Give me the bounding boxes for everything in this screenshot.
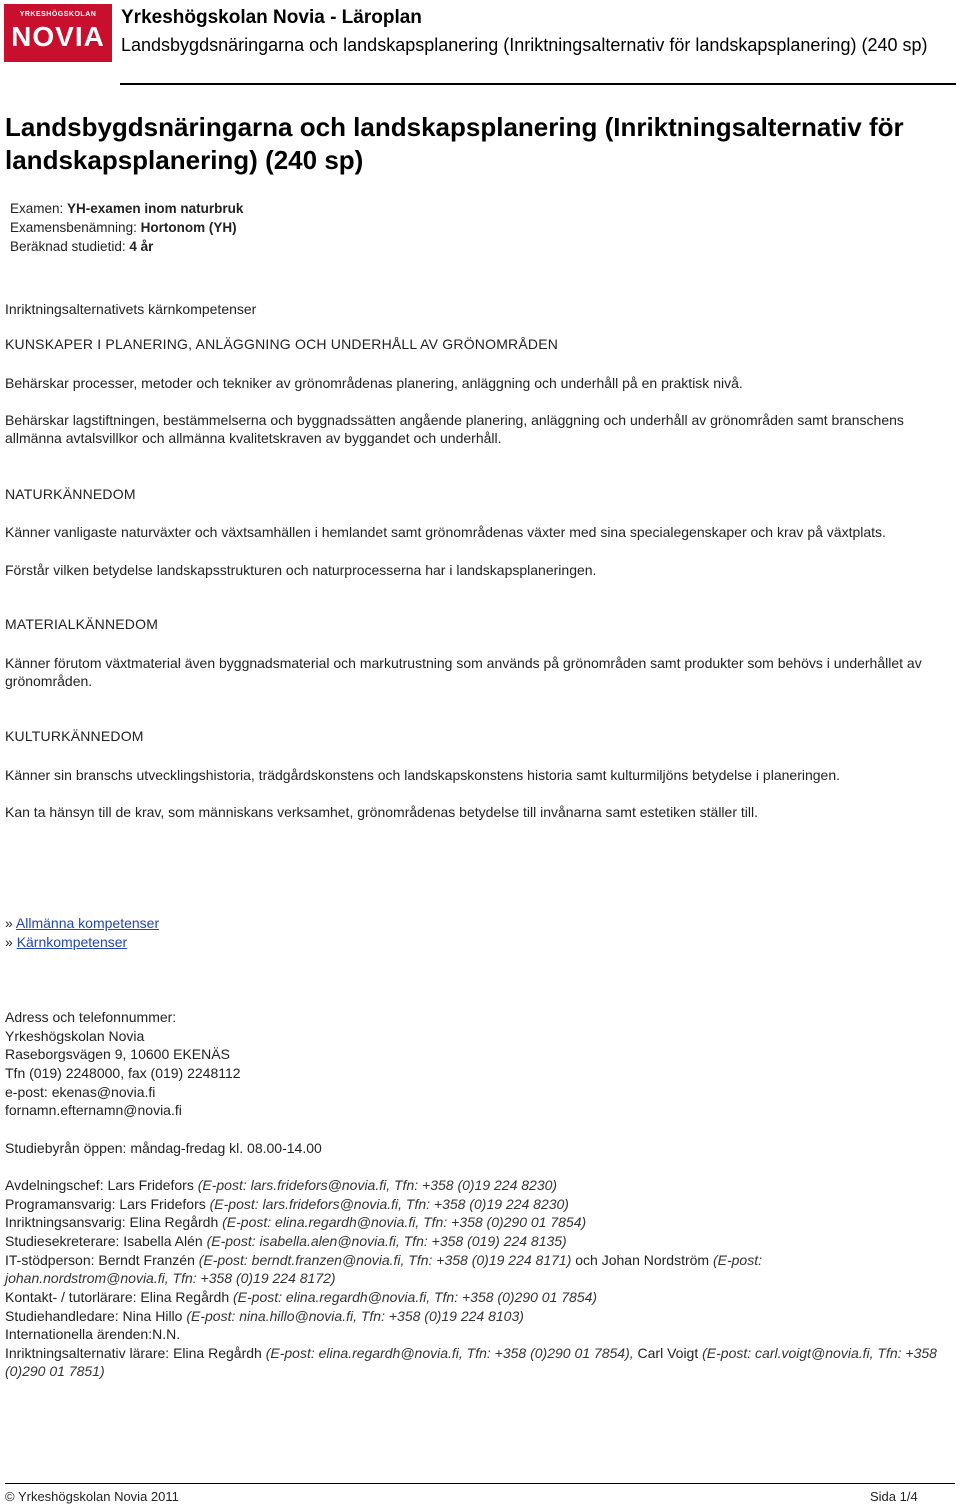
staff-role: Kontakt- / tutorlärare: Elina Regårdh (5, 1289, 230, 1305)
staff-line (5, 1325, 945, 1343)
link-core-competences-row (5, 934, 127, 950)
page-header (0, 0, 960, 86)
study-time-line (10, 239, 153, 254)
contact-phone: Tfn (019) 2248000, fax (019) 2248112 (5, 1065, 241, 1081)
contact-school: Yrkeshögskolan Novia (5, 1028, 145, 1044)
staff-line (5, 1213, 945, 1231)
staff-line (5, 1344, 945, 1380)
header-divider (120, 83, 956, 85)
staff-contact: (E-post: lars.fridefors@novia.fi, Tfn: +358 (0)19 224 8230) (197, 1177, 558, 1193)
staff-contact: (E-post: elina.regardh@novia.fi, Tfn: +358 (0)290 01 7854) (222, 1214, 587, 1230)
novia-logo[interactable] (4, 4, 112, 62)
header-subtitle: Landsbygdsnäringarna och landskapsplanering (Inriktningsalternativ för landskapsplanering) (240 sp) (121, 35, 928, 55)
core-competences-link[interactable]: Kärnkompetenser (16, 934, 128, 950)
staff-line (5, 1195, 945, 1213)
staff-role-second: Carl Voigt (637, 1345, 699, 1361)
section-paragraph: Behärskar processer, metoder och tekniker av grönområdenas planering, anläggning och underhåll på en praktisk nivå. (5, 375, 743, 391)
general-competences-link[interactable]: Allmänna kompetenser (15, 915, 160, 931)
header-title: Yrkeshögskolan Novia - Läroplan (121, 7, 422, 28)
footer-page-number: Sida 1/4 (870, 1489, 918, 1504)
staff-contact: (E-post: lars.fridefors@novia.fi, Tfn: +358 (0)19 224 8230) (209, 1196, 569, 1212)
staff-contact: (E-post: elina.regardh@novia.fi, Tfn: +358 (0)290 01 7854), (265, 1345, 634, 1361)
staff-role: Internationella ärenden:N.N. (5, 1326, 181, 1342)
staff-role: Avdelningschef: Lars Fridefors (5, 1177, 194, 1193)
section-paragraph: Känner förutom växtmaterial även byggnadsmaterial och markutrustning som används på grönområden samt produkter som behövs i underhållet av grönområden. (5, 655, 922, 689)
staff-contact: (E-post: isabella.alen@novia.fi, Tfn: +358 (019) 224 8135) (206, 1233, 567, 1249)
section-title: KULTURKÄNNEDOM (5, 728, 144, 744)
office-hours: Studiebyrån öppen: måndag-fredag kl. 08.00-14.00 (5, 1140, 322, 1156)
section-paragraph: Förstår vilken betydelse landskapsstrukturen och naturprocesserna har i landskapsplaneringen. (5, 562, 597, 578)
staff-role: Inriktningsalternativ lärare: Elina Regårdh (5, 1345, 262, 1361)
exam-label: Examen: (10, 201, 64, 216)
core-competences-heading: Inriktningsalternativets kärnkompetenser (5, 301, 257, 317)
link-prefix: » (5, 934, 13, 950)
staff-role: Studiehandledare: Nina Hillo (5, 1308, 183, 1324)
staff-line (5, 1288, 945, 1306)
contact-email: e-post: ekenas@novia.fi (5, 1084, 156, 1100)
staff-contact-second: (E-post: johan.nordstrom@novia.fi, Tfn: +358 (0)19 224 8172) (5, 1252, 762, 1286)
section-title: MATERIALKÄNNEDOM (5, 616, 159, 632)
staff-role: Inriktningsansvarig: Elina Regårdh (5, 1214, 219, 1230)
section-paragraph: Känner vanligaste naturväxter och växtsamhällen i hemlandet samt grönområdenas växter med sina specialegenskaper och krav på växtplats. (5, 524, 886, 540)
staff-role: Programansvarig: Lars Fridefors (5, 1196, 206, 1212)
staff-contact: (E-post: elina.regardh@novia.fi, Tfn: +358 (0)290 01 7854) (233, 1289, 598, 1305)
footer-divider (5, 1483, 955, 1484)
staff-line (5, 1307, 945, 1325)
section-title: NATURKÄNNEDOM (5, 486, 136, 502)
staff-role: Studiesekreterare: Isabella Alén (5, 1233, 203, 1249)
contact-street: Raseborgsvägen 9, 10600 EKENÄS (5, 1046, 230, 1062)
contact-address-heading: Adress och telefonnummer: (5, 1009, 177, 1025)
section-title: KUNSKAPER I PLANERING, ANLÄGGNING OCH UNDERHÅLL AV GRÖNOMRÅDEN (5, 336, 559, 352)
degree-title-value: Hortonom (YH) (140, 220, 237, 235)
staff-line (5, 1232, 945, 1250)
exam-value: YH-examen inom naturbruk (67, 201, 244, 216)
link-prefix: » (5, 915, 13, 931)
logo-small-text: YRKESHÖGSKOLAN (19, 11, 97, 18)
study-time-value: 4 år (129, 239, 154, 254)
link-general-competences-row (5, 915, 159, 931)
degree-title-line (10, 220, 237, 235)
logo-big-text: NOVIA (11, 21, 105, 52)
section-paragraph: Behärskar lagstiftningen, bestämmelserna och byggnadssätten angående planering, anläggning och underhåll av grönområden samt branschens allmänna avtalsvillkor och allmänna kvalitetskraven av byggandet och underhåll. (5, 412, 904, 446)
contact-email-format: fornamn.efternamn@novia.fi (5, 1102, 182, 1118)
section-paragraph: Känner sin branschs utvecklingshistoria, trädgårdskonstens och landskapskonstens historia samt kulturmiljöns betydelse i planeringen. (5, 767, 840, 783)
staff-line (5, 1251, 835, 1287)
footer-copyright: © Yrkeshögskolan Novia 2011 (5, 1489, 179, 1504)
staff-contact: (E-post: nina.hillo@novia.fi, Tfn: +358 (0)19 224 8103) (186, 1308, 524, 1324)
study-time-label: Beräknad studietid: (10, 239, 126, 254)
section-paragraph: Kan ta hänsyn till de krav, som människans verksamhet, grönområdenas betydelse till invånarna samt estetiken ställer till. (5, 804, 758, 820)
exam-line (10, 201, 243, 216)
degree-title-label: Examensbenämning: (10, 220, 137, 235)
staff-contact-second: (E-post: carl.voigt@novia.fi, Tfn: +358 (0)290 01 7851) (5, 1345, 937, 1379)
staff-role-second: och Johan Nordström (575, 1252, 710, 1268)
page-title: Landsbygdsnäringarna och landskapsplanering (Inriktningsalternativ för landskapsplanering) (240 sp) (5, 112, 904, 175)
staff-role: IT-stödperson: Berndt Franzén (5, 1252, 195, 1268)
staff-contact: (E-post: berndt.franzen@novia.fi, Tfn: +358 (0)19 224 8171) (198, 1252, 572, 1268)
staff-line (5, 1176, 945, 1194)
